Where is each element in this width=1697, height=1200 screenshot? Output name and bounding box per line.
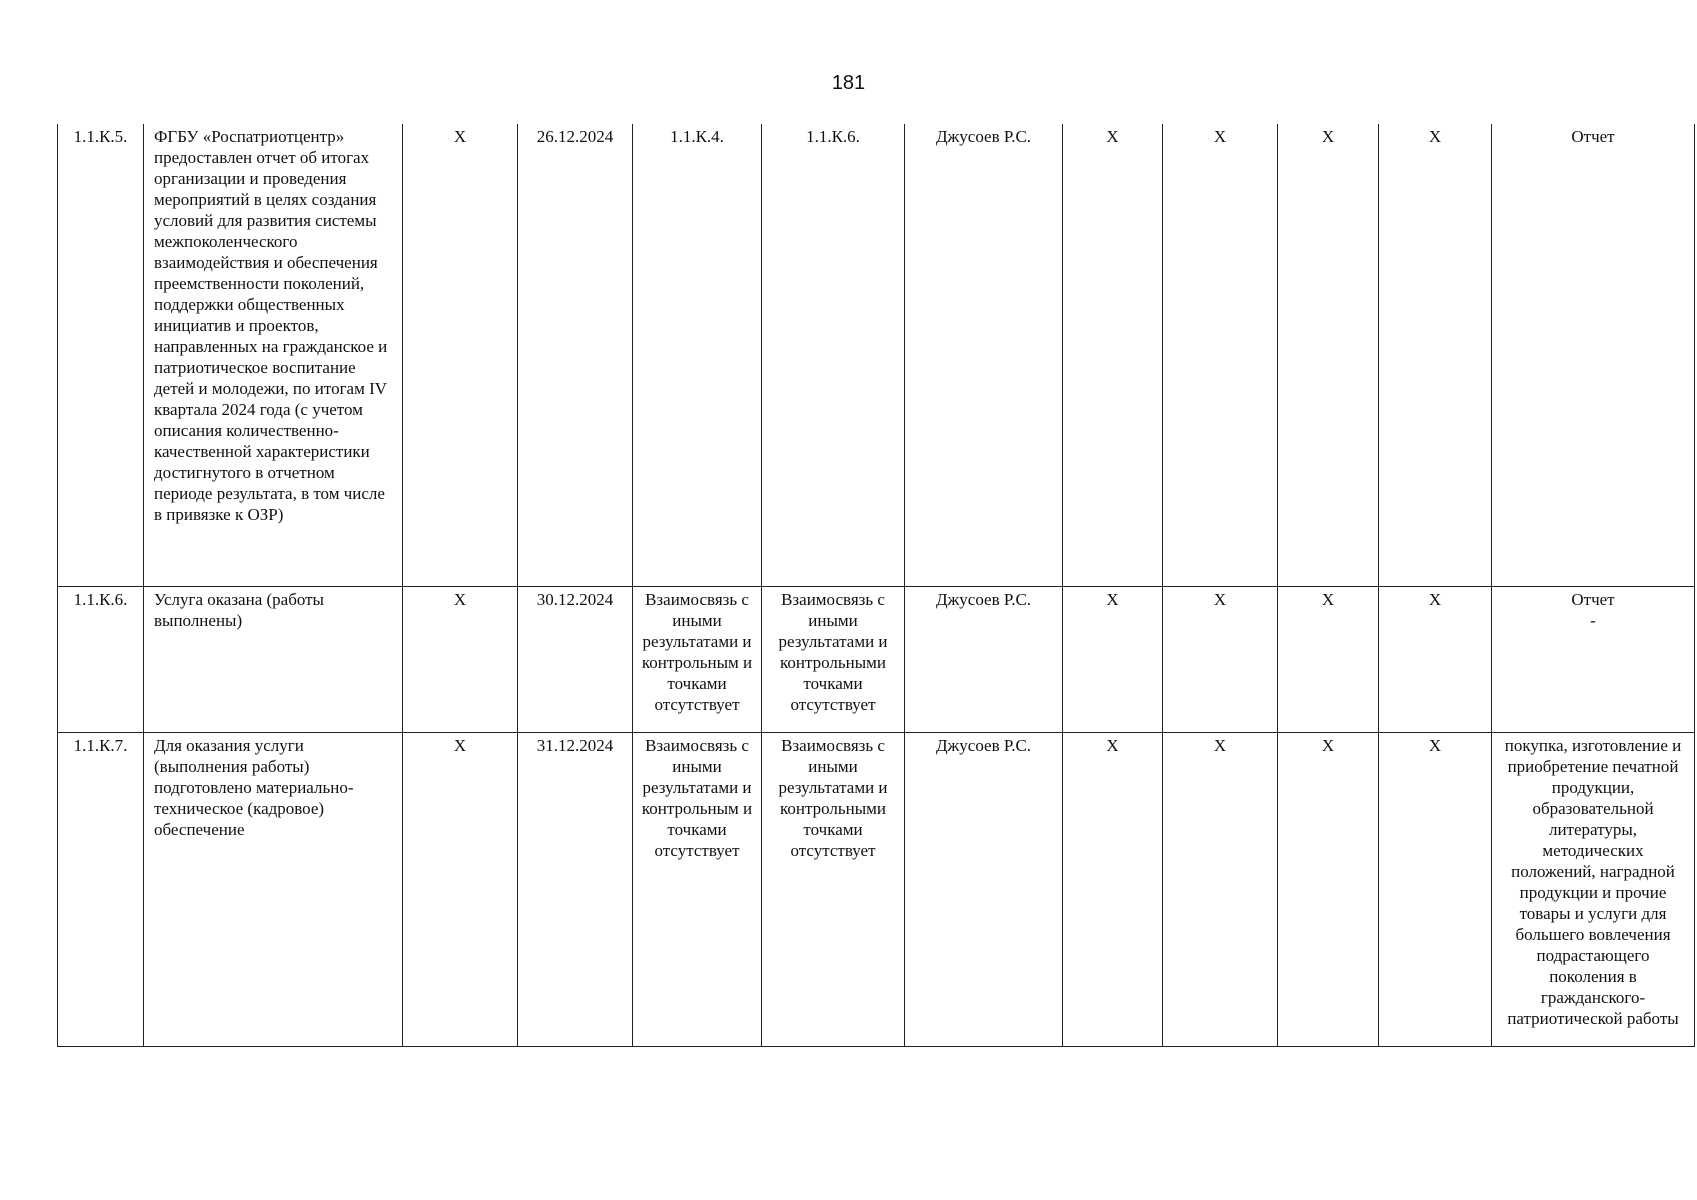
row-number: 1.1.К.7. (58, 733, 144, 1047)
row-mark-4: Х (1379, 124, 1492, 587)
row-mark-2: Х (1163, 587, 1278, 733)
row-document-note: - (1590, 611, 1596, 630)
row-description: Для оказания услуги (выполнения работы) подготовлено материально-техническое (кадровое) обеспечение (144, 733, 403, 1047)
row-next-link: Взаимосвязь с иными результатами и контрольными точками отсутствует (762, 587, 905, 733)
row-responsible: Джусоев Р.С. (905, 587, 1063, 733)
row-end-date: 31.12.2024 (518, 733, 633, 1047)
row-description: ФГБУ «Роспатриотцентр» предоставлен отчет об итогах организации и проведения мероприятий в целях создания условий для развития системы межпоколенческого взаимодействия и обеспечения преемственности поколений, поддержки общественных инициатив и проектов, направленных на гражданское и патриотическое воспитание детей и молодежи, по итогам IV квартала 2024 года (с учетом описания количественно-качественной характеристики достигнутого в отчетном периоде результата, в том числе в привязке к ОЗР) (144, 124, 403, 587)
row-mark-1: Х (1063, 733, 1163, 1047)
row-end-date: 30.12.2024 (518, 587, 633, 733)
row-document (1492, 587, 1695, 733)
table-row (58, 587, 1695, 733)
row-previous-link: 1.1.К.4. (633, 124, 762, 587)
row-responsible: Джусоев Р.С. (905, 124, 1063, 587)
row-mark-1: Х (1063, 587, 1163, 733)
row-description: Услуга оказана (работы выполнены) (144, 587, 403, 733)
row-start-date: Х (403, 587, 518, 733)
table-row (58, 733, 1695, 1047)
row-number: 1.1.К.5. (58, 124, 144, 587)
row-end-date: 26.12.2024 (518, 124, 633, 587)
row-mark-3: Х (1278, 733, 1379, 1047)
row-mark-2: Х (1163, 733, 1278, 1047)
table-row (58, 124, 1695, 587)
row-mark-3: Х (1278, 587, 1379, 733)
row-document: Отчет (1492, 124, 1695, 587)
row-previous-link: Взаимосвязь с иными результатами и контрольным и точками отсутствует (633, 587, 762, 733)
page-number: 181 (831, 72, 866, 94)
row-mark-4: Х (1379, 587, 1492, 733)
row-mark-3: Х (1278, 124, 1379, 587)
row-next-link: Взаимосвязь с иными результатами и контрольными точками отсутствует (762, 733, 905, 1047)
row-start-date: Х (403, 733, 518, 1047)
row-mark-2: Х (1163, 124, 1278, 587)
control-points-table (57, 124, 1695, 1047)
row-document: покупка, изготовление и приобретение печатной продукции, образовательной литературы, методических положений, наградной продукции и прочие товары и услуги для большего вовлечения подрастающего поколения в гражданского-патриотической работы (1492, 733, 1695, 1047)
row-number: 1.1.К.6. (58, 587, 144, 733)
row-mark-1: Х (1063, 124, 1163, 587)
row-mark-4: Х (1379, 733, 1492, 1047)
row-start-date: Х (403, 124, 518, 587)
row-next-link: 1.1.К.6. (762, 124, 905, 587)
row-previous-link: Взаимосвязь с иными результатами и контрольным и точками отсутствует (633, 733, 762, 1047)
row-document-type: Отчет (1571, 590, 1615, 609)
row-responsible: Джусоев Р.С. (905, 733, 1063, 1047)
